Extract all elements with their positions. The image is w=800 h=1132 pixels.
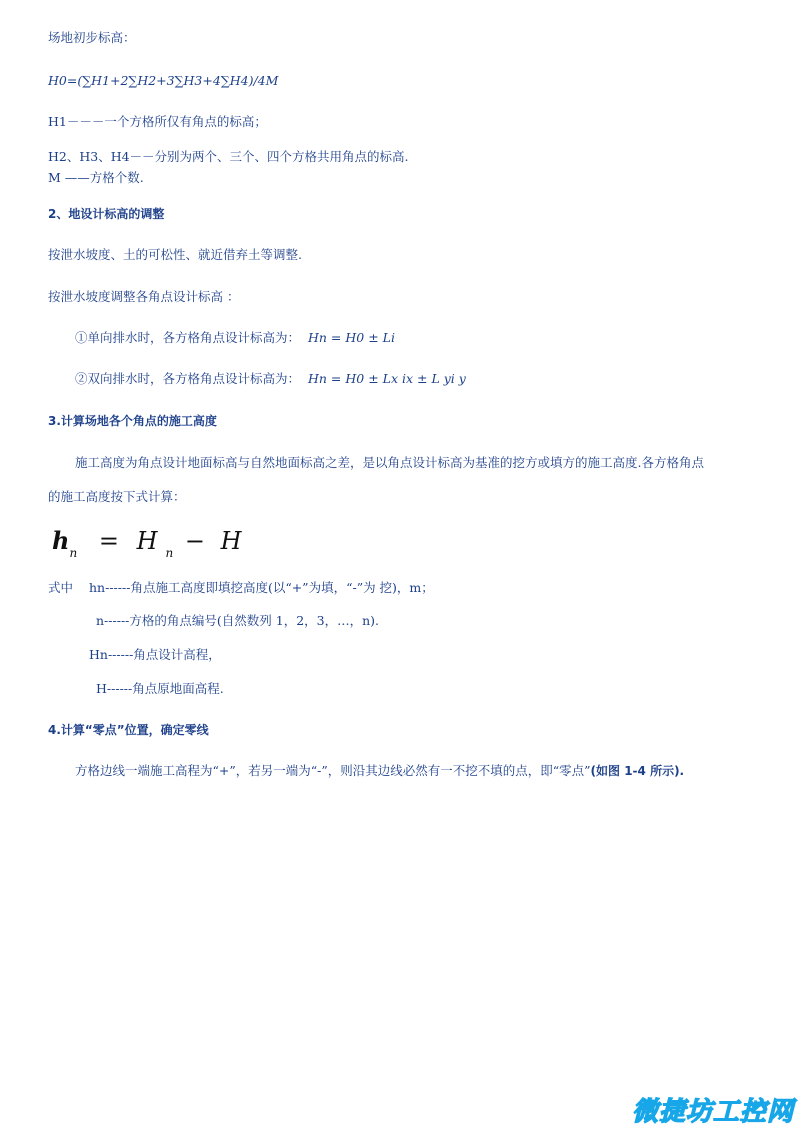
formula-H-2: H (220, 527, 242, 555)
formula-sub-n-1: n (69, 546, 78, 560)
single-drainage-item (75, 330, 395, 346)
formula-H: H (136, 527, 158, 555)
section-4-figure-reference: (如图 1-4 所示). (590, 764, 685, 778)
section-3-heading: 3.计算场地各个角点的施工高度 (48, 414, 217, 428)
section-4-paragraph-text: 方格边线一端施工高程为“+”，若另一端为“-”，则沿其边线必然有一不挖不填的点，即“零点” (75, 763, 591, 778)
h1-definition: H1－－－一个方格所仅有角点的标高； (48, 114, 267, 129)
single-drainage-text: ①单向排水时，各方格角点设计标高为： (75, 330, 301, 345)
double-drainage-formula: Hn = H0 ± Lx ix ± L yi y (308, 371, 466, 386)
formula-minus: − (184, 527, 205, 555)
where-label: 式中 (48, 580, 74, 595)
h234-definition: H2、H3、H4－－分别为两个、三个、四个方格共用角点的标高. (48, 149, 409, 164)
section-2-paragraph-1: 按泄水坡度、土的可松性、就近借弃土等调整. (48, 247, 302, 262)
double-drainage-item (75, 371, 466, 387)
section-2-heading: 2、地设计标高的调整 (48, 207, 165, 221)
formula-sub-n-2: n (165, 546, 174, 560)
where-n: n------方格的角点编号(自然数列 1，2，3，…，n). (96, 613, 380, 628)
initial-elevation-label: 场地初步标高： (48, 30, 136, 45)
section-4-heading: 4.计算“零点”位置，确定零线 (48, 723, 209, 737)
where-Hn: Hn------角点设计高程， (89, 647, 221, 662)
h0-formula: H0=(∑H1+2∑H2+3∑H3+4∑H4)/4M (48, 73, 279, 88)
section-4-paragraph (75, 763, 684, 779)
section-2-paragraph-2: 按泄水坡度调整各角点设计标高 ： (48, 289, 240, 304)
m-definition: M ——方格个数. (48, 170, 144, 185)
where-hn: hn------角点施工高度即填挖高度(以“+”为填，“-”为 挖)，m； (89, 580, 434, 595)
double-drainage-text: ②双向排水时，各方格角点设计标高为： (75, 371, 301, 386)
watermark-logo: 微捷坊工控网 (631, 1097, 794, 1127)
section-3-paragraph-1: 施工高度为角点设计地面标高与自然地面标高之差，是以角点设计标高为基准的挖方或填方的施工高度.各方格角点 (75, 455, 704, 470)
section-3-paragraph-2: 的施工高度按下式计算： (48, 489, 186, 504)
single-drainage-formula: Hn = H0 ± Li (308, 330, 395, 345)
construction-height-formula (52, 526, 242, 560)
formula-equals: = (98, 527, 119, 555)
formula-h: h (52, 526, 70, 555)
where-H: H------角点原地面高程. (96, 681, 224, 696)
